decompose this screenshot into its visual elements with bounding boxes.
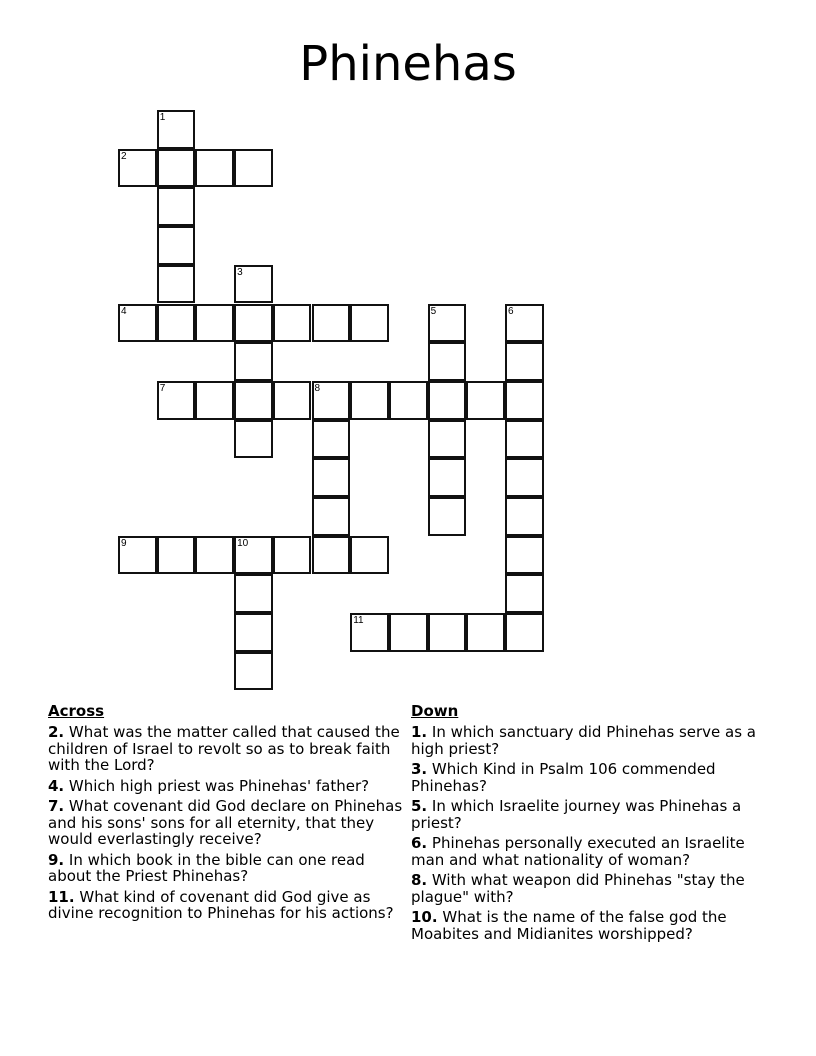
grid-cell[interactable] [505, 497, 544, 536]
grid-cell[interactable] [505, 381, 544, 420]
down-heading: Down [411, 702, 459, 720]
grid-cell[interactable] [234, 613, 273, 652]
grid-cell[interactable] [157, 381, 196, 420]
grid-cell[interactable] [505, 536, 544, 575]
clue-number: 6. [411, 834, 428, 852]
cell-number: 6 [508, 305, 514, 317]
clue-down-5 [411, 798, 771, 831]
grid-cell[interactable] [195, 381, 234, 420]
grid-cell[interactable] [118, 536, 157, 575]
grid-cell[interactable] [505, 574, 544, 613]
clue-text: What covenant did God declare on Phinehas and his sons' sons for all eternity, that they would everlastingly receive? [48, 797, 403, 848]
grid-cell[interactable] [234, 342, 273, 381]
clue-number: 5. [411, 797, 428, 815]
grid-cell[interactable] [505, 458, 544, 497]
grid-cell[interactable] [389, 613, 428, 652]
grid-cell[interactable] [195, 536, 234, 575]
clue-text: In which sanctuary did Phinehas serve as a high priest? [411, 723, 757, 758]
grid-cell[interactable] [505, 342, 544, 381]
clue-number: 11. [48, 887, 75, 906]
grid-cell[interactable] [234, 149, 273, 188]
grid-cell[interactable] [312, 536, 351, 575]
grid-cell[interactable] [505, 613, 544, 652]
grid-cell[interactable] [234, 536, 273, 575]
grid-cell[interactable] [234, 652, 273, 691]
grid-cell[interactable] [312, 304, 351, 343]
cell-number: 9 [121, 537, 127, 549]
grid-cell[interactable] [505, 304, 544, 343]
grid-cell[interactable] [234, 265, 273, 304]
grid-cell[interactable] [234, 381, 273, 420]
cell-number: 11 [353, 615, 364, 627]
grid-cell[interactable] [428, 613, 467, 652]
grid-cell[interactable] [428, 497, 467, 536]
cell-number: 7 [159, 382, 166, 394]
clue-across-11 [48, 889, 408, 922]
cell-number: 4 [121, 305, 127, 317]
clue-text: What kind of covenant did God give as divine recognition to Phinehas for his actions? [48, 887, 394, 922]
grid-cell[interactable] [273, 381, 312, 420]
page-title: Phinehas [299, 36, 517, 92]
clue-across-9 [48, 852, 408, 885]
clue-number: 10. [411, 908, 438, 926]
grid-cell[interactable] [350, 381, 389, 420]
grid-cell[interactable] [312, 381, 351, 420]
clue-down-3 [411, 761, 771, 794]
grid-cell[interactable] [505, 420, 544, 459]
grid-cell[interactable] [312, 458, 351, 497]
cell-number: 8 [314, 382, 321, 394]
clue-number: 9. [48, 850, 65, 869]
grid-cell[interactable] [428, 458, 467, 497]
grid-cell[interactable] [312, 497, 351, 536]
grid-cell[interactable] [234, 574, 273, 613]
grid-cell[interactable] [466, 381, 505, 420]
grid-cell[interactable] [428, 420, 467, 459]
grid-cell[interactable] [350, 304, 389, 343]
clue-text: In which book in the bible can one read about the Priest Phinehas? [48, 850, 365, 885]
down-clues [411, 702, 771, 946]
cell-number: 1 [159, 112, 166, 123]
grid-cell[interactable] [273, 304, 312, 343]
clue-across-2 [48, 724, 408, 774]
across-clues [48, 702, 408, 926]
cell-number: 10 [237, 537, 249, 549]
grid-cell[interactable] [157, 187, 196, 226]
cell-number: 5 [430, 305, 437, 317]
clue-text: Which high priest was Phinehas' father? [68, 776, 370, 795]
grid-cell[interactable] [157, 304, 196, 343]
grid-cell[interactable] [234, 420, 273, 459]
grid-cell[interactable] [428, 342, 467, 381]
grid-cell[interactable] [195, 304, 234, 343]
clue-text: What was the matter called that caused the children of Israel to revolt so as to break faith with the Lord? [48, 723, 400, 774]
grid-cell[interactable] [466, 613, 505, 652]
clue-number: 1. [411, 723, 428, 741]
grid-cell[interactable] [428, 381, 467, 420]
clue-text: Phinehas personally executed an Israelite man and what nationality of woman? [411, 834, 745, 869]
clue-number: 2. [48, 723, 65, 741]
clue-text: In which Israelite journey was Phinehas a priest? [411, 797, 742, 832]
clue-number: 4. [48, 776, 65, 795]
cell-number: 3 [237, 266, 243, 278]
grid-cell[interactable] [350, 536, 389, 575]
grid-cell[interactable] [428, 304, 467, 343]
clue-text: With what weapon did Phinehas "stay the plague" with? [411, 871, 745, 906]
grid-cell[interactable] [157, 536, 196, 575]
grid-cell[interactable] [157, 226, 196, 265]
clue-text: What is the name of the false god the Moabites and Midianites worshipped? [411, 908, 727, 943]
clue-down-1 [411, 724, 771, 757]
clue-down-6 [411, 835, 771, 868]
grid-cell[interactable] [157, 149, 196, 188]
clue-across-7 [48, 798, 408, 848]
grid-cell[interactable] [273, 536, 312, 575]
clue-down-10 [411, 909, 771, 942]
clue-across-4 [48, 778, 408, 795]
grid-cell[interactable] [157, 110, 196, 149]
clue-text: Which Kind in Psalm 106 commended Phinehas? [411, 760, 716, 795]
across-heading: Across [48, 702, 105, 720]
clue-number: 7. [48, 797, 65, 815]
grid-cell[interactable] [157, 265, 196, 304]
grid-cell[interactable] [195, 149, 234, 188]
grid-cell[interactable] [118, 304, 157, 343]
grid-cell[interactable] [118, 149, 157, 188]
clue-number: 3. [411, 760, 428, 778]
grid-cell[interactable] [312, 420, 351, 459]
grid-cell[interactable] [389, 381, 428, 420]
cell-number: 2 [121, 150, 127, 162]
clue-down-8 [411, 872, 771, 905]
grid-cell[interactable] [350, 613, 389, 652]
grid-cell[interactable] [234, 304, 273, 343]
clue-number: 8. [411, 871, 428, 889]
